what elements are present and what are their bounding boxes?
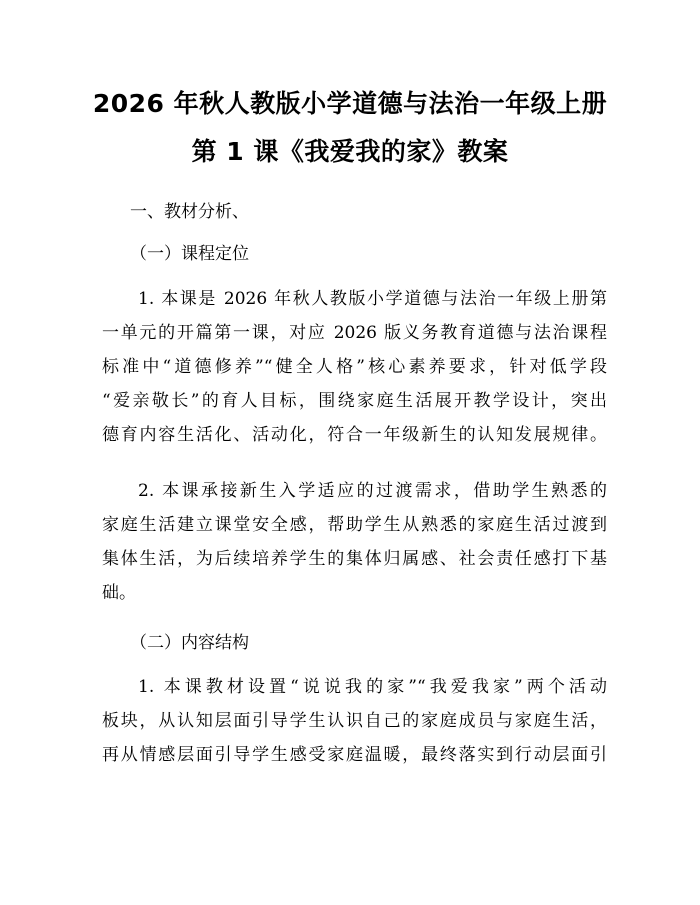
section-heading-textbook-analysis: 一、教材分析、 [130,202,249,222]
paragraph-line: 标准中“道德修养”“健全人格”核心素养要求，针对低学段 [102,357,607,377]
paragraph-line: 1. 本课教材设置“说说我的家”“我爱我家”两个活动 [138,677,607,697]
paragraph-line: 集体生活，为后续培养学生的集体归属感、社会责任感打下基 [102,549,607,569]
subsection-heading-course-positioning: （一）课程定位 [130,244,249,264]
paragraph-line: 1. 本课是 2026 年秋人教版小学道德与法治一年级上册第 [138,289,607,309]
paragraph-line: 一单元的开篇第一课，对应 2026 版义务教育道德与法治课程 [102,323,607,343]
paragraph-line: “爱亲敬长”的育人目标，围绕家庭生活展开教学设计，突出 [102,391,607,411]
document-title-line-2: 第 1 课《我爱我的家》教案 [191,137,509,166]
paragraph-line: 2. 本课承接新生入学适应的过渡需求，借助学生熟悉的 [138,481,607,501]
paragraph-line: 再从情感层面引导学生感受家庭温暖，最终落实到行动层面引 [102,745,607,765]
paragraph-line: 板块，从认知层面引导学生认识自己的家庭成员与家庭生活， [102,711,607,731]
subsection-heading-content-structure: （二）内容结构 [130,633,249,653]
document-title-line-1: 2026 年秋人教版小学道德与法治一年级上册 [92,89,608,118]
paragraph-line: 础。 [102,583,136,603]
paragraph-content-structure-1 [102,670,607,772]
paragraph-line: 家庭生活建立课堂安全感，帮助学生从熟悉的家庭生活过渡到 [102,515,607,535]
paragraph-course-positioning-1 [102,282,607,452]
paragraph-course-positioning-2 [102,474,607,610]
paragraph-line: 德育内容生活化、活动化，符合一年级新生的认知发展规律。 [102,425,607,445]
